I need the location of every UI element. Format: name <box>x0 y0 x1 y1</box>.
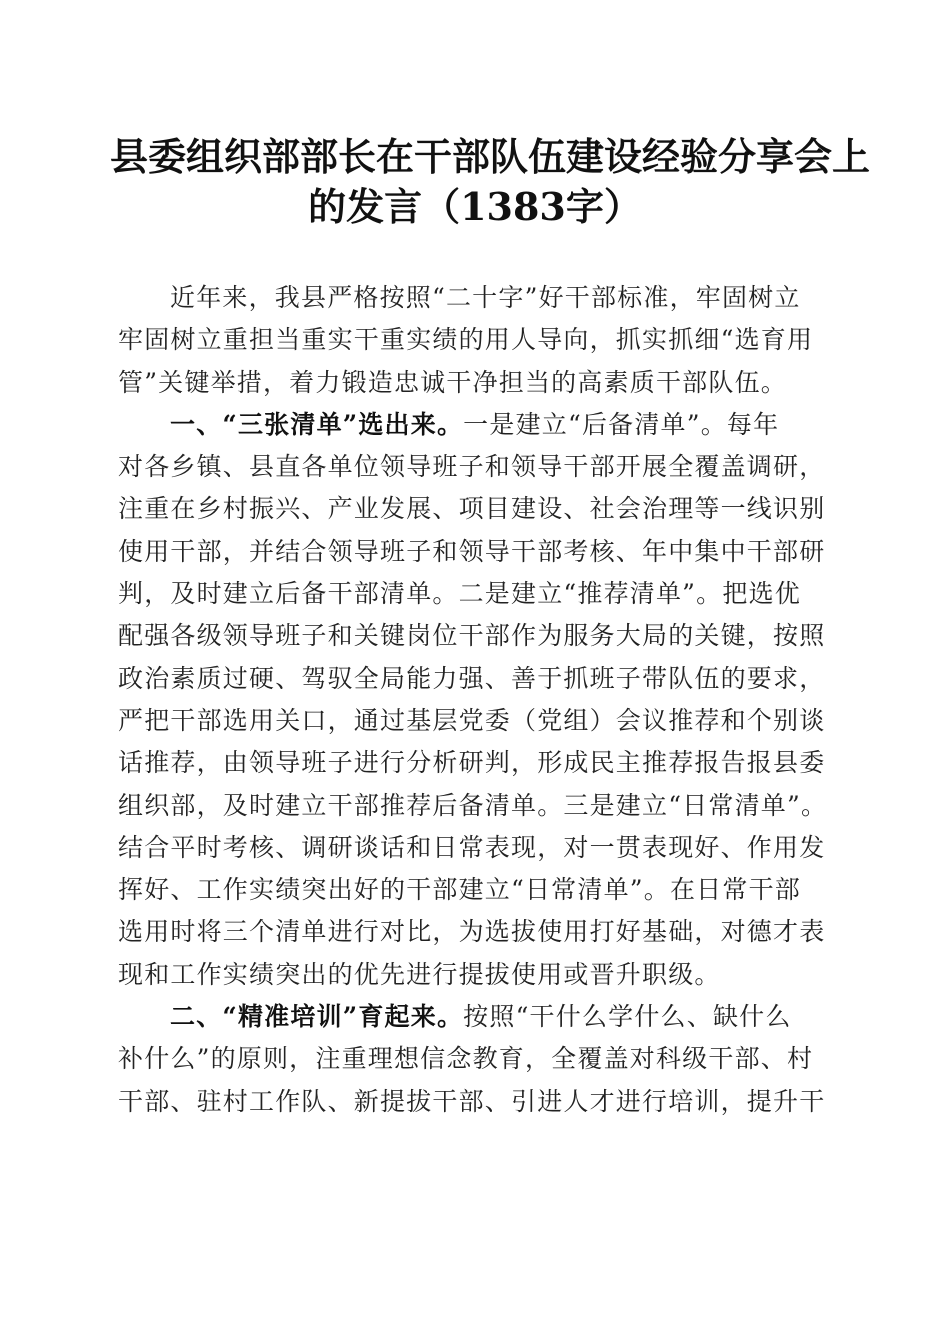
body-line: 现和工作实绩突出的优先进行提拔使用或晋升职级。 <box>118 959 721 989</box>
body-line: 选用时将三个清单进行对比，为选拔使用打好基础，对德才表 <box>118 917 826 947</box>
body-line: 配强各级领导班子和关键岗位干部作为服务大局的关键，按照 <box>118 621 826 651</box>
body-line: 结合平时考核、调研谈话和日常表现，对一贯表现好、作用发 <box>118 832 826 862</box>
body-line-rest: 按照“干什么学什么、缺什么 <box>463 1002 792 1032</box>
body-line: 挥好、工作实绩突出好的干部建立“日常清单”。在日常干部 <box>118 875 801 905</box>
body-line: 牢固树立重担当重实干重实绩的用人导向，抓实抓细“选育用 <box>118 325 814 355</box>
body-line <box>118 996 830 1038</box>
body-line: 注重在乡村振兴、产业发展、项目建设、社会治理等一线识别 <box>118 494 826 524</box>
document-title <box>110 132 871 232</box>
body-line: 组织部，及时建立干部推荐后备清单。三是建立“日常清单”。 <box>118 790 828 820</box>
body-line: 使用干部，并结合领导班子和领导干部考核、年中集中干部研 <box>118 536 826 566</box>
body-line: 判，及时建立后备干部清单。二是建立“推荐清单”。把选优 <box>118 579 801 609</box>
body-line: 近年来，我县严格按照“二十字”好干部标准，牢固树立 <box>170 283 801 312</box>
body-line: 管”关键举措，着力锻造忠诚干净担当的高素质干部队伍。 <box>118 367 787 397</box>
body-line <box>118 404 830 446</box>
body-line: 干部、驻村工作队、新提拔干部、引进人才进行培训，提升干 <box>118 1086 826 1116</box>
body-line-rest: 一是建立“后备清单”。每年 <box>463 409 780 439</box>
body-line: 补什么”的原则，注重理想信念教育，全覆盖对科级干部、村 <box>118 1044 814 1074</box>
body-line: 政治素质过硬、驾驭全局能力强、善于抓班子带队伍的要求， <box>118 663 826 693</box>
title-line-1: 县委组织部部长在干部队伍建设经验分享会上 <box>110 134 871 179</box>
body-line: 严把干部选用关口，通过基层党委（党组）会议推荐和个别谈 <box>118 705 826 735</box>
document-body <box>118 277 830 1123</box>
title-line-2: 的发言（1383字） <box>308 184 642 229</box>
body-line: 对各乡镇、县直各单位领导班子和领导干部开展全覆盖调研， <box>118 452 826 482</box>
section-heading-1: 一、“三张清单”选出来。 <box>170 409 464 439</box>
section-heading-2: 二、“精准培训”育起来。 <box>170 1002 464 1032</box>
body-line: 话推荐，由领导班子进行分析研判，形成民主推荐报告报县委 <box>118 748 826 778</box>
